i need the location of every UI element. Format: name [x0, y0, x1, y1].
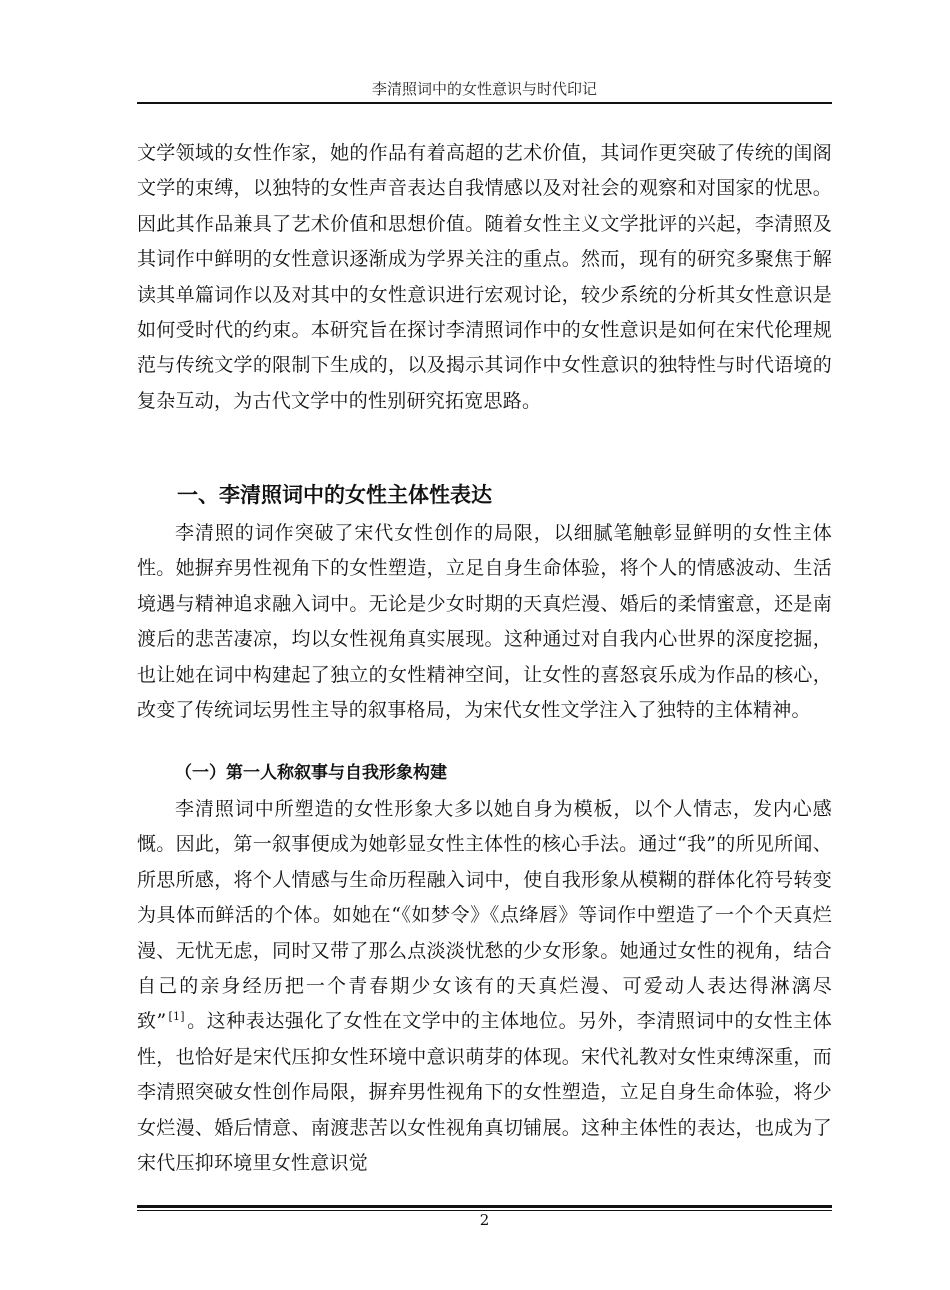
- intro-paragraph: 文学领域的女性作家，她的作品有着高超的艺术价值，其词作更突破了传统的闺阁文学的束缚，以独特的女性声音表达自我情感以及对社会的观察和对国家的忧思。因此其作品兼具了艺术价值和思想价值。随着女性主义文学批评的兴起，李清照及其词作中鲜明的女性意识逐渐成为学界关注的重点。然而，现有的研究多聚焦于解读其单篇词作以及对其中的女性意识进行宏观讨论，较少系统的分析其女性意识是如何受时代的约束。本研究旨在探讨李清照词作中的女性意识是如何在宋代伦理规范与传统文学的限制下生成的，以及揭示其词作中女性意识的独特性与时代语境的复杂互动，为古代文学中的性别研究拓宽思路。: [137, 142, 832, 412]
- section-one-paragraph: 李清照的词作突破了宋代女性创作的局限，以细腻笔触彰显鲜明的女性主体性。她摒弃男性视角下的女性塑造，立足自身生命体验，将个人的情感波动、生活境遇与精神追求融入词中。无论是少女时期的天真烂漫、婚后的柔情蜜意，还是南渡后的悲苦凄凉，均以女性视角真实展现。这种通过对自我内心世界的深度挖掘，也让她在词中构建起了独立的女性精神空间，让女性的喜怒哀乐成为作品的核心，改变了传统词坛男性主导的叙事格局，为宋代女性文学注入了独特的主体精神。: [137, 522, 832, 722]
- paragraph-text-before-citation: 李清照词中所塑造的女性形象大多以她自身为模板，以个人情志，发内心感慨。因此，第一叙事便成为她彰显女性主体性的核心手法。通过“我”的所见所闻、所思所感，将个人情感与生命历程融入词中，使自我形象从模糊的群体化符号转变为具体而鲜活的个体。如她在“《如梦令》《点绛唇》等词作中塑造了一个个天真烂漫、无忧无虑，同时又带了那么点淡淡忧愁的少女形象。她通过女性的视角，结合自己的亲身经历把一个青春期少女该有的天真烂漫、可爱动人表达得淋漓尽致”: [137, 798, 832, 1033]
- running-header: 李清照词中的女性意识与时代印记: [371, 80, 597, 98]
- paragraph-text-after-citation: 。这种表达强化了女性在文学中的主体地位。另外，李清照词中的女性主体性，也恰好是宋代压抑女性环境中意识萌芽的体现。宋代礼教对女性束缚深重，而李清照突破女性创作局限，摒弃男性视角下的女性塑造，立足自身生命体验，将少女烂漫、婚后情意、南渡悲苦以女性视角真切铺展。这种主体性的表达，也成为了宋代压抑环境里女性意识觉: [137, 1010, 832, 1175]
- citation-marker[interactable]: [1]: [168, 1010, 185, 1024]
- subsection-heading: （一）第一人称叙事与自我形象构建: [175, 763, 447, 783]
- header-divider: [137, 102, 832, 104]
- footer-divider-thick: [137, 1205, 832, 1208]
- section-heading: 一、李清照词中的女性主体性表达: [177, 483, 492, 507]
- subsection-one-paragraph: [137, 792, 832, 1181]
- page-number: 2: [479, 1211, 490, 1229]
